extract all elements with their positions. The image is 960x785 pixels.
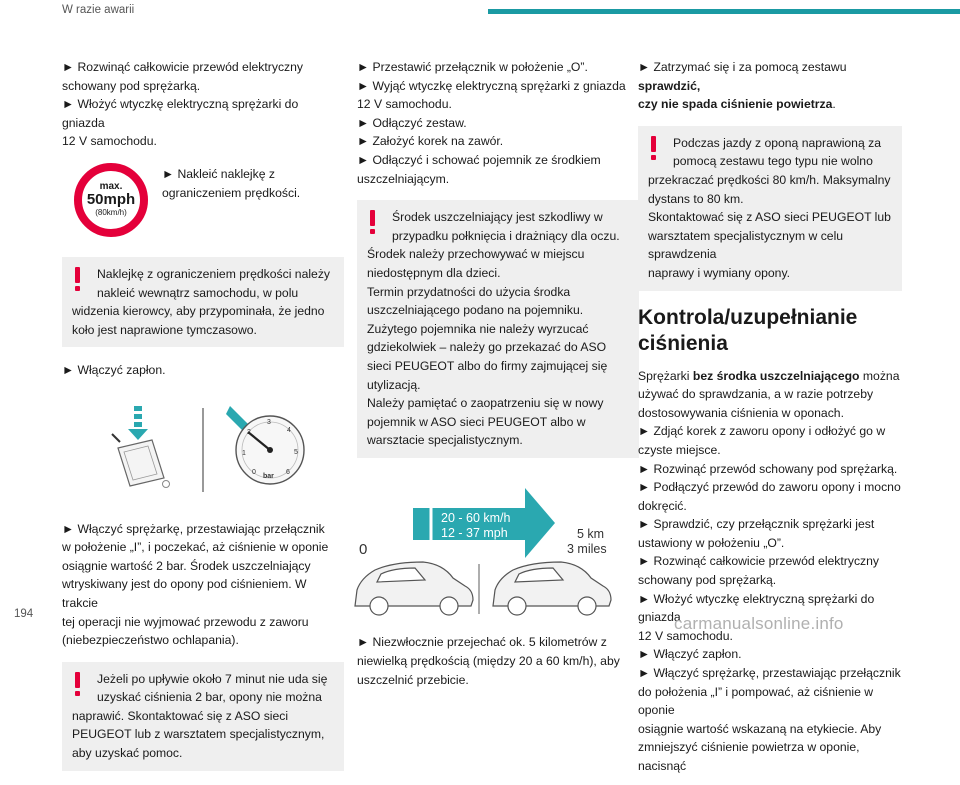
svg-text:6: 6 bbox=[286, 468, 290, 476]
svg-text:0: 0 bbox=[359, 540, 368, 558]
svg-text:0: 0 bbox=[252, 468, 256, 476]
warning-box-sealant: Środek uszczelniający jest szkodliwy w przypadku połknięcia i drażniący dla oczu. Środek należy przechowywać w miejscu niedostępnym dla dzieci. Termin przydatności do użycia środka uszczelniającego podano na pojemniku. Zużytego pojemnika nie należy wyrzucać gdziekolwiek – należy go przekazać do ASO sieci PEUGEOT albo do firmy zajmującej się utylizacją. Należy pamiętać o zaopatrzeniu się w nowy pojemnik w ASO sieci PEUGEOT albo w warsztacie specjalistycznym. bbox=[357, 200, 639, 458]
compressor-gauge-illustration bbox=[62, 400, 344, 500]
speed-limit-sign-icon: max. 50mph (80km/h) bbox=[74, 163, 148, 237]
driving-illustration bbox=[353, 478, 635, 618]
column-1 bbox=[62, 58, 344, 785]
pressure-gauge-icon bbox=[226, 406, 304, 484]
instruction-drive: ► Niezwłocznie przejechać ok. 5 kilometrów z niewielką prędkością (między 20 a 60 km/h), aby uszczelnić przebicie. bbox=[357, 635, 620, 687]
section-body: Sprężarki bez środka uszczelniającego można używać do sprawdzania, a w razie potrzeby dostosowywania ciśnienia w oponach. ► Zdjąć korek z zaworu opony i odłożyć go w czyste miejsce. ► Rozwinąć przewód schowany pod sprężarką. ► Podłączyć przewód do zaworu opony i mocno dokręcić. ► Sprawdzić, czy przełącznik sprężarki jest ustawiony w położeniu „O”. ► Rozwinąć całkowicie przewód elektryczny schowany pod sprężarką. ► Włożyć wtyczkę elektryczną sprężarki do gniazda 12 V samochodu. ► Włączyć zapłon. ► Włączyć sprężarkę, przestawiając przełącznik do położenia „I” i pompować, aż ciśnienie w oponie osiągnie wartość wskazaną na etykiecie. Aby zmniejszyć ciśnienie powietrza w oponie, nacisnąć bbox=[638, 368, 901, 773]
svg-text:5: 5 bbox=[294, 448, 298, 456]
warning-box-pressure: Jeżeli po upływie około 7 minut nie uda się uzyskać ciśnienia 2 bar, opony nie można naprawić. Skontaktować się z ASO sieci PEUGEOT lub z warsztatem specjalistycznym, aby uzyskać pomoc. bbox=[62, 662, 344, 771]
page-number: 194 bbox=[14, 608, 34, 620]
svg-text:5 km: 5 km bbox=[577, 526, 605, 541]
header-accent-bar bbox=[488, 9, 960, 14]
warning-box-sticker: Naklejkę z ograniczeniem prędkości należy nakleić wewnątrz samochodu, w polu widzenia kierowcy, aby przypominała, że jedno koło jest naprawione tymczasowo. bbox=[62, 257, 344, 347]
svg-text:bar: bar bbox=[263, 472, 274, 480]
warning-icon bbox=[74, 267, 80, 291]
svg-text:1: 1 bbox=[242, 449, 246, 457]
instruction-check-pressure: ► Zatrzymać się i za pomocą zestawu sprawdzić, czy nie spada ciśnienie powietrza. bbox=[638, 60, 847, 112]
compressor-switch-icon bbox=[112, 406, 170, 488]
svg-text:2: 2 bbox=[247, 428, 251, 436]
warning-icon bbox=[74, 672, 80, 696]
speed-limit-sticker-row bbox=[74, 163, 344, 237]
column-3 bbox=[638, 58, 902, 776]
svg-text:20 - 60 km/h: 20 - 60 km/h bbox=[441, 510, 511, 525]
svg-text:3 miles: 3 miles bbox=[567, 541, 607, 556]
column-2 bbox=[357, 58, 639, 701]
car-icon bbox=[355, 562, 473, 615]
section-heading: Kontrola/uzupełnianie ciśnienia bbox=[638, 305, 858, 355]
svg-text:3: 3 bbox=[267, 418, 271, 426]
warning-box-speed: Podczas jazdy z oponą naprawioną za pomocą zestawu tego typu nie wolno przekraczać prędkości 80 km/h. Maksymalny dystans to 80 km. Skontaktować się z ASO sieci PEUGEOT lub warsztatem specjalistycznym w celu sprawdzenia naprawy i wymiany opony. bbox=[638, 126, 902, 291]
watermark: carmanualsonline.info bbox=[674, 614, 844, 633]
warning-icon bbox=[369, 210, 375, 234]
instruction-unwind-cable: ► Rozwinąć całkowicie przewód elektryczny schowany pod sprężarką. ► Włożyć wtyczkę elektryczną sprężarki do gniazda 12 V samochodu. bbox=[62, 60, 304, 149]
svg-text:4: 4 bbox=[287, 426, 291, 434]
svg-text:12 - 37 mph: 12 - 37 mph bbox=[441, 525, 508, 540]
warning-icon bbox=[650, 136, 656, 160]
running-header: W razie awarii bbox=[62, 4, 135, 16]
sticker-instruction: ► Nakleić naklejkę z ograniczeniem prędkości. bbox=[162, 166, 301, 200]
instruction-ignition-on: ► Włączyć zapłon. bbox=[62, 363, 166, 378]
instruction-disconnect: ► Przestawić przełącznik w położenie „O”. ► Wyjąć wtyczkę elektryczną sprężarki z gniazda 12 V samochodu. ► Odłączyć zestaw. ► Założyć korek na zawór. ► Odłączyć i schować pojemnik ze środkiem uszczelniającym. bbox=[357, 60, 626, 186]
instruction-start-compressor: ► Włączyć sprężarkę, przestawiając przełącznik w położenie „I”, i poczekać, aż ciśnienie w oponie osiągnie wartość 2 bar. Środek uszczelniający wtryskiwany jest do opony pod ciśnieniem. W trakcie tej operacji nie wyjmować przewodu z zaworu (niebezpieczeństwo ochlapania). bbox=[62, 521, 329, 648]
car-icon bbox=[493, 562, 611, 615]
